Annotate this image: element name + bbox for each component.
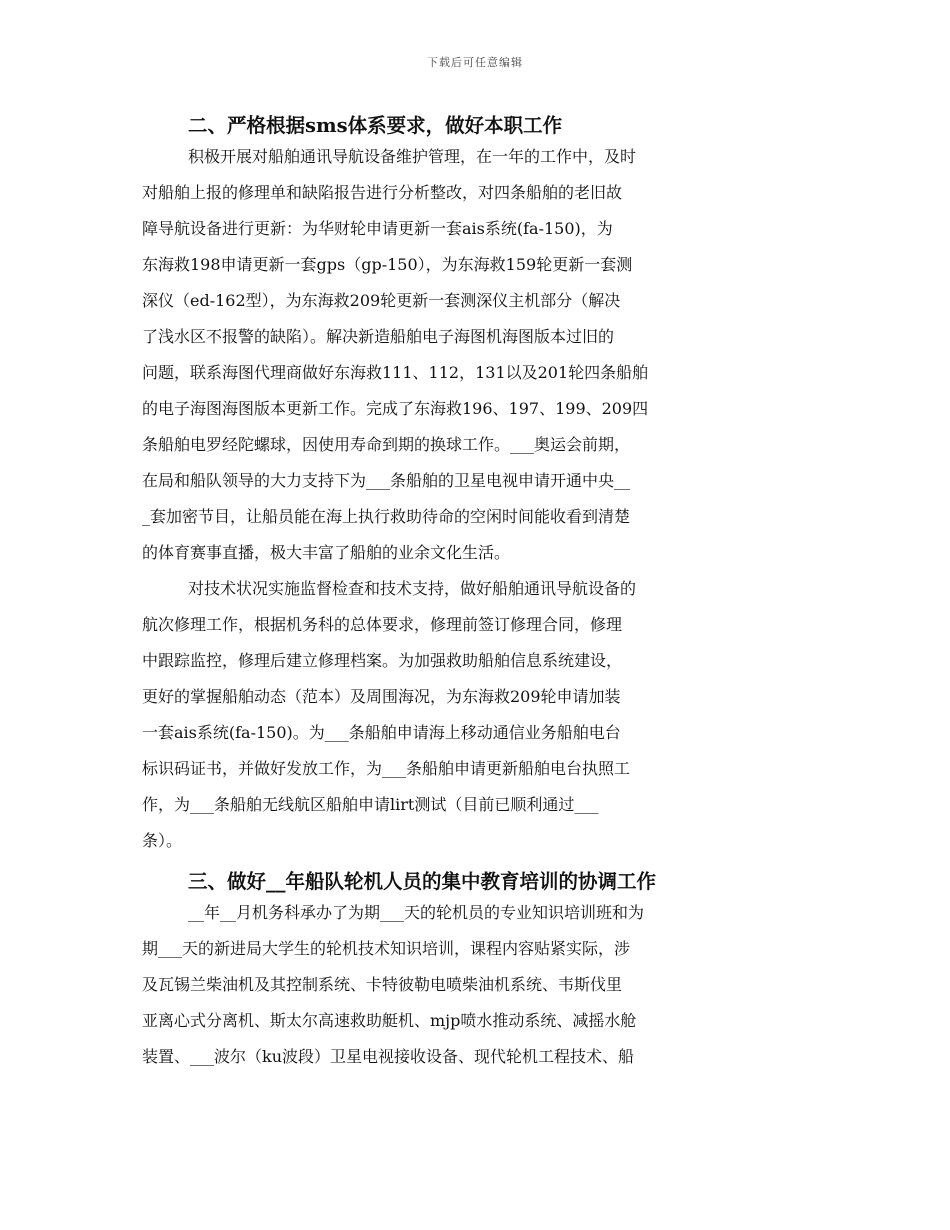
- text-line: 更好的掌握船舶动态（范本）及周围海况，为东海救209轮申请加装: [142, 687, 621, 706]
- text-line: 积极开展对船舶通讯导航设备维护管理，在一年的工作中，及时: [188, 147, 637, 166]
- text-line: 中跟踪监控，修理后建立修理档案。为加强救助船舶信息系统建设，: [142, 651, 623, 670]
- text-line: 一套ais系统(fa-150)。为___条船舶申请海上移动通信业务船舶电台: [142, 723, 621, 742]
- text-line: 的体育赛事直播，极大丰富了船舶的业余文化生活。: [142, 543, 511, 562]
- text-line: 对船舶上报的修理单和缺陷报告进行分析整改，对四条船舶的老旧故: [142, 183, 623, 202]
- text-line: 障导航设备进行更新：为华财轮申请更新一套ais系统(fa-150)，为: [142, 219, 613, 238]
- section-3-paragraph-1: [142, 900, 814, 1080]
- section-2-paragraph-2: [142, 576, 814, 864]
- text-line: 的电子海图海图版本更新工作。完成了东海救196、197、199、209四: [142, 399, 649, 418]
- document-body: [142, 108, 814, 1080]
- text-line: 了浅水区不报警的缺陷）。解决新造船舶电子海图机海图版本过旧的: [142, 327, 615, 346]
- text-line: _套加密节目，让船员能在海上执行救助待命的空闲时间能收看到清楚: [142, 507, 631, 526]
- text-line: 深仪（ed-162型），为东海救209轮更新一套测深仪主机部分（解决: [142, 291, 621, 310]
- text-line: __年__月机务科承办了为期___天的轮机员的专业知识培训班和为: [188, 903, 645, 922]
- text-line: 东海救198申请更新一套gps（gp-150），为东海救159轮更新一套测: [142, 255, 633, 274]
- text-line: 装置、___波尔（ku波段）卫星电视接收设备、现代轮机工程技术、船: [142, 1047, 635, 1066]
- text-line: 在局和船队领导的大力支持下为___条船舶的卫星电视申请开通中央__: [142, 471, 631, 490]
- text-line: 期___天的新进局大学生的轮机技术知识培训，课程内容贴紧实际，涉: [142, 939, 631, 958]
- text-line: 亚离心式分离机、斯太尔高速救助艇机、mjp喷水推动系统、减摇水舱: [142, 1011, 637, 1030]
- section-2-heading: 二、严格根据sms体系要求，做好本职工作: [188, 114, 563, 137]
- text-line: 问题，联系海图代理商做好东海救111、112，131以及201轮四条船舶: [142, 363, 649, 382]
- text-line: 作，为___条船舶无线航区船舶申请lirt测试（目前已顺利通过___: [142, 795, 599, 814]
- section-3-heading: 三、做好__年船队轮机人员的集中教育培训的协调工作: [188, 870, 657, 893]
- text-line: 对技术状况实施监督检查和技术支持，做好船舶通讯导航设备的: [188, 579, 637, 598]
- section-2-paragraph-1: [142, 144, 814, 576]
- page-header: 下载后可任意编辑: [427, 56, 523, 69]
- text-line: 航次修理工作，根据机务科的总体要求，修理前签订修理合同，修理: [142, 615, 623, 634]
- text-line: 及瓦锡兰柴油机及其控制系统、卡特彼勒电喷柴油机系统、韦斯伐里: [142, 975, 623, 994]
- text-line: 标识码证书，并做好发放工作，为___条船舶申请更新船舶电台执照工: [142, 759, 631, 778]
- text-line: 条）。: [142, 831, 183, 850]
- text-line: 条船舶电罗经陀螺球，因使用寿命到期的换球工作。___奥运会前期，: [142, 435, 631, 454]
